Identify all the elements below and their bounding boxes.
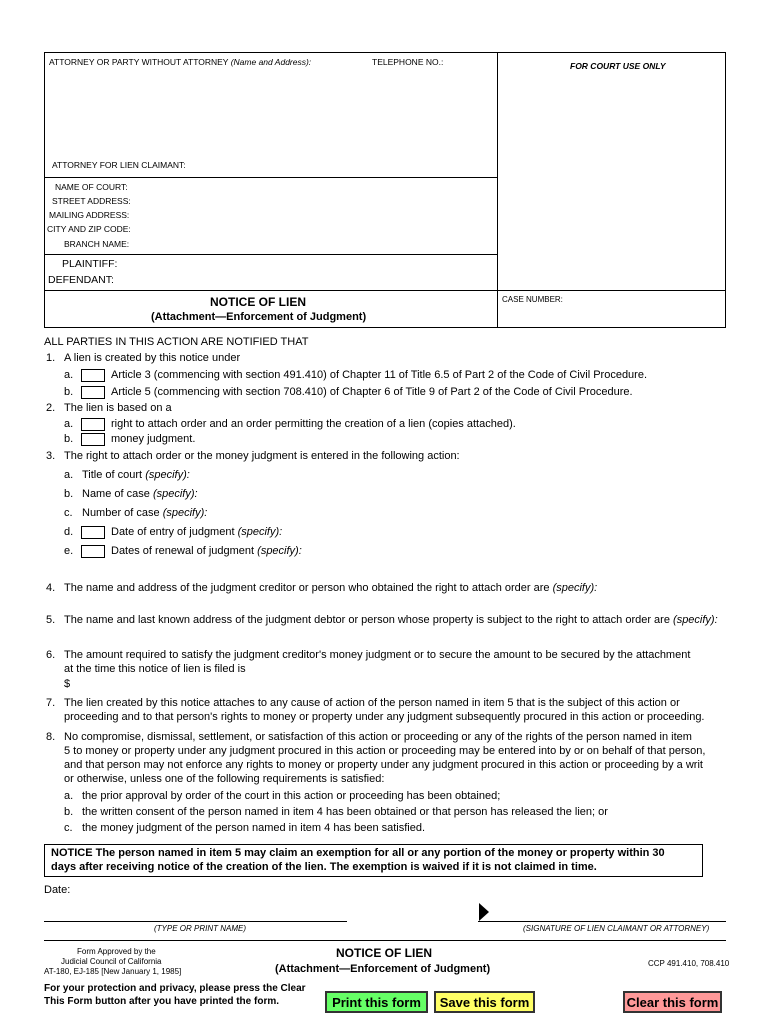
item4-text: The name and address of the judgment creditor or person who obtained the right to attach order are (specify): [64,582,598,594]
approved-line2: Judicial Council of California [61,957,162,966]
item1-b-checkbox[interactable] [81,386,105,399]
case-number-field[interactable] [500,306,724,326]
item2-b-checkbox[interactable] [81,433,105,446]
attorney-name-address-label: ATTORNEY OR PARTY WITHOUT ATTORNEY (Name and Address): [49,57,312,67]
code-reference: CCP 491.410, 708.410 [648,959,730,968]
street-address-label: STREET ADDRESS: [52,196,131,206]
save-form-button[interactable]: Save this form [434,991,535,1013]
case-number-label: CASE NUMBER: [502,295,563,304]
item3-b-letter: b. [64,488,74,500]
branch-name-label: BRANCH NAME: [64,239,130,249]
item2-a-text: right to attach order and an order permitting the creation of a lien (copies attached). [111,418,516,430]
notice-line1: NOTICE The person named in item 5 may claim an exemption for all or any portion of the money or property within 30 [51,847,665,859]
date-field[interactable] [76,882,276,898]
date-of-entry-field[interactable] [292,524,720,540]
item6-line2: at the time this notice of lien is filed is [64,663,246,675]
number-of-case-field[interactable] [218,505,720,521]
mailing-address-label: MAILING ADDRESS: [49,210,130,220]
approved-line1: Form Approved by the [77,947,156,956]
form-subtitle: (Attachment—Enforcement of Judgment) [151,311,367,323]
court-use-label: FOR COURT USE ONLY [570,61,666,71]
item6-number: 6. [46,649,56,661]
item8-b-letter: b. [64,806,74,818]
item3-c-text: Number of case (specify): [82,507,208,519]
item1-text: A lien is created by this notice under [64,352,241,364]
item3-c-letter: c. [64,507,73,519]
item8-b-text: the written consent of the person named in item 4 has been obtained or that person has released the lien; or [82,806,608,818]
footer-subtitle: (Attachment—Enforcement of Judgment) [275,963,491,975]
item8-c-text: the money judgment of the person named in item 4 has been satisfied. [82,822,426,834]
item8-a-text: the prior approval by order of the court in this action or proceeding has been obtained; [82,790,501,802]
item2-a-checkbox[interactable] [81,418,105,431]
item2-text: The lien is based on a [64,402,172,414]
item3-a-letter: a. [64,469,74,481]
item1-a-letter: a. [64,369,74,381]
court-info-field[interactable] [130,180,495,252]
item3-e-letter: e. [64,545,74,557]
approved-line3: AT-180, EJ-185 [New January 1, 1985] [44,967,182,976]
item1-number: 1. [46,352,56,364]
item6-dollar-sign: $ [64,678,71,690]
item3-b-text: Name of case (specify): [82,488,198,500]
item8-number: 8. [46,731,56,743]
item8-a-letter: a. [64,790,74,802]
item3-d-checkbox[interactable] [81,526,105,539]
item3-d-text: Date of entry of judgment (specify): [111,526,283,538]
judgment-debtor-field[interactable] [46,629,722,645]
item2-a-letter: a. [64,418,74,430]
item1-a-checkbox[interactable] [81,369,105,382]
notice-line2: days after receiving notice of the creation of the lien. The exemption is waived if it is not claimed in time. [51,861,597,873]
item8-line4: or otherwise, unless one of the following requirements is satisfied: [64,773,385,785]
title-of-court-field[interactable] [200,467,720,483]
item2-b-letter: b. [64,433,74,445]
name-of-case-field[interactable] [206,486,720,502]
item7-number: 7. [46,697,56,709]
item5-number: 5. [46,614,56,626]
form-title: NOTICE OF LIEN [210,295,306,309]
item2-b-text: money judgment. [111,433,196,445]
plaintiff-label: PLAINTIFF: [62,258,118,270]
item7-line1: The lien created by this notice attaches to any cause of action of the person named in item 5 that is the subject of this action or [64,697,680,709]
item1-b-text: Article 5 (commencing with section 708.410) of Chapter 6 of Title 9 of Part 2 of the Code of Civil Procedure. [111,386,633,398]
defendant-label: DEFENDANT: [48,274,114,286]
item8-c-letter: c. [64,822,73,834]
parties-field[interactable] [118,256,495,288]
item8-line2: 5 to money or property under any judgment procured in this action or proceeding may be entered into by or on behalf of that person, [64,745,706,757]
signature-label: (SIGNATURE OF LIEN CLAIMANT OR ATTORNEY) [523,924,710,933]
item3-e-text: Dates of renewal of judgment (specify): [111,545,302,557]
attorney-for-field[interactable] [180,157,495,175]
privacy-line1: For your protection and privacy, please press the Clear [44,983,306,994]
telephone-label: TELEPHONE NO.: [372,57,444,67]
court-use-divider [497,52,498,328]
privacy-line2: This Form button after you have printed the form. [44,996,280,1007]
dates-of-renewal-field[interactable] [314,543,720,559]
item2-number: 2. [46,402,56,414]
type-print-name-label: (TYPE OR PRINT NAME) [154,924,247,933]
item1-a-text: Article 3 (commencing with section 491.410) of Chapter 11 of Title 6.5 of Part 2 of the Code of Civil Procedure. [111,369,648,381]
type-print-name-field[interactable] [44,903,347,921]
attorney-for-label: ATTORNEY FOR LIEN CLAIMANT: [52,160,186,170]
attorney-address-field[interactable] [46,72,495,157]
amount-field[interactable] [74,676,374,692]
clear-form-button[interactable]: Clear this form [623,991,722,1013]
item4-number: 4. [46,582,56,594]
item7-line2: proceeding and to that person's rights to money or property under any judgment subsequently procured in this action or proceeding. [64,711,705,723]
print-form-button[interactable]: Print this form [325,991,428,1013]
item6-line1: The amount required to satisfy the judgment creditor's money judgment or to secure the amount to be secured by the attachment [64,649,691,661]
footer-title: NOTICE OF LIEN [336,946,432,960]
intro-text: ALL PARTIES IN THIS ACTION ARE NOTIFIED THAT [44,336,309,348]
date-label: Date: [44,884,71,896]
item1-b-letter: b. [64,386,74,398]
item3-e-checkbox[interactable] [81,545,105,558]
judgment-creditor-field[interactable] [46,597,722,611]
item8-line1: No compromise, dismissal, settlement, or satisfaction of this action or proceeding or any of the rights of the person named in item [64,731,692,743]
item5-text: The name and last known address of the judgment debtor or person whose property is subject to the right to attach order are (specify): [64,614,718,626]
item3-number: 3. [46,450,56,462]
signature-arrow-icon [478,903,490,926]
item3-d-letter: d. [64,526,74,538]
court-name-label: NAME OF COURT: [55,182,128,192]
item8-line3: and that person may not enforce any rights to money or property under any judgment procured in this action or proceeding by a writ [64,759,703,771]
item3-text: The right to attach order or the money judgment is entered in the following action: [64,450,460,462]
city-zip-label: CITY AND ZIP CODE: [47,224,131,234]
item3-a-text: Title of court (specify): [82,469,190,481]
signature-field[interactable] [495,903,726,921]
